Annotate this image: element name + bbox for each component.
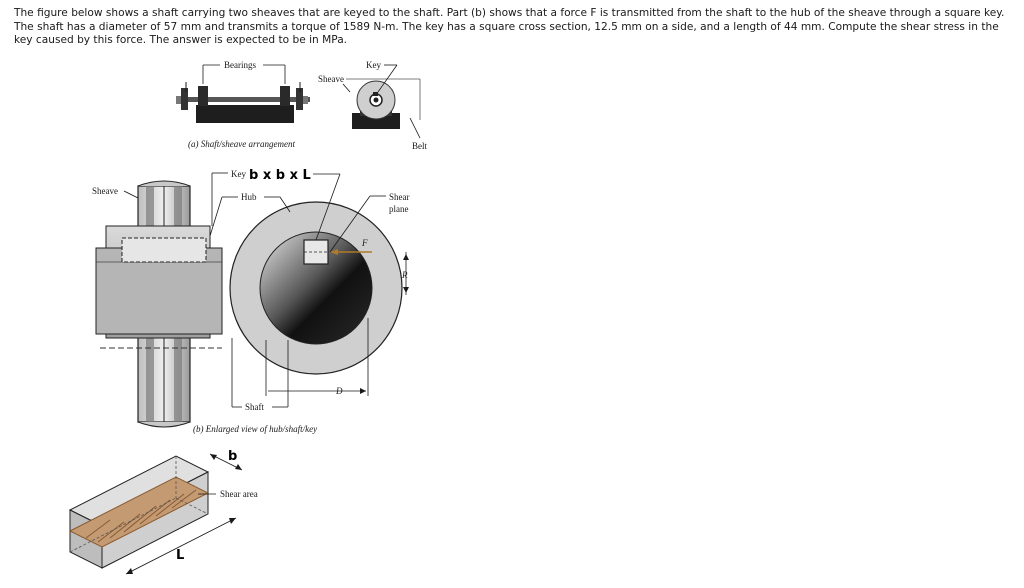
label-bearings: Bearings — [224, 60, 256, 70]
figure-a-shaft-sheave-arrangement — [176, 60, 427, 151]
bearing-base — [196, 105, 294, 123]
label-shear-plane-2: plane — [389, 204, 409, 214]
label-shaft: Shaft — [245, 402, 264, 412]
label-b: b — [228, 449, 238, 464]
label-key-a: Key — [366, 60, 381, 70]
label-force: F — [362, 238, 368, 248]
bearing-right — [280, 86, 290, 106]
label-sheave-a: Sheave — [318, 74, 344, 84]
label-shear-area: Shear area — [220, 489, 258, 499]
label-belt: Belt — [412, 141, 427, 151]
label-shear-plane-1: Shear — [389, 192, 410, 202]
caption-b: (b) Enlarged view of hub/shaft/key — [193, 424, 318, 434]
label-radius: R — [402, 270, 408, 280]
label-diameter: D — [336, 386, 343, 396]
label-key-b: Key — [231, 169, 246, 179]
label-key-dims: b x b x L — [249, 168, 311, 183]
figure-b-enlarged-view — [92, 168, 410, 434]
key-side-view — [122, 238, 206, 262]
caption-a: (a) Shaft/sheave arrangement — [188, 139, 295, 149]
bearing-left — [198, 86, 208, 106]
label-sheave-b: Sheave — [92, 186, 118, 196]
label-hub: Hub — [241, 192, 257, 202]
figure-c-key-block — [70, 449, 258, 574]
problem-statement: The figure below shows a shaft carrying two sheaves that are keyed to the shaft. Part (b) shows that a force F is transmitted from the shaft to the hub of the sheave through a square key. The shaft has a diameter of 57 mm and transmits a torque of 1589 N-m. The key has a square cross section, 12.5 mm on a side, and a length of 44 mm. Compute the shear stress in the key caused by this force. The answer is expected to be in MPa. — [14, 7, 1005, 47]
sheave-left — [181, 88, 188, 110]
label-L: L — [176, 548, 185, 563]
